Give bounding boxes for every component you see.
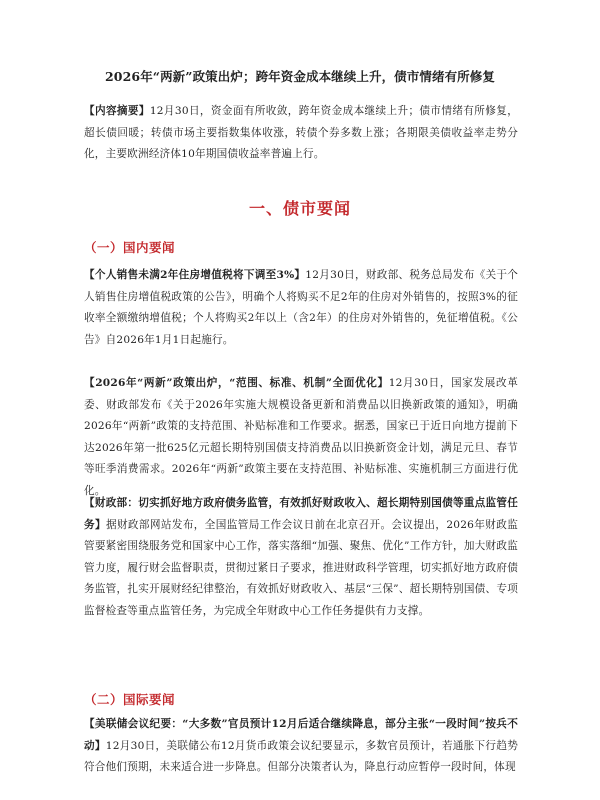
summary-lead: 【内容摘要】 bbox=[84, 105, 150, 117]
summary-text: 12月30日，资金面有所收敛，跨年资金成本继续上升；债市情绪有所修复，超长债回暖；转债市场主要指数集体收涨，转债个券多数上涨；各期限美债收益率走势分化，主要欧洲经济体10年期国债收益率普遍上行。 bbox=[84, 105, 518, 160]
news-lead: 【财政部：切实抓好地方政府债务监管，有效抓好财政收入、超长期特别国债等重点监管任务】 bbox=[84, 497, 518, 531]
news-item-housing-vat bbox=[84, 265, 518, 351]
news-item-two-new-policy bbox=[84, 373, 518, 502]
news-text: 12月30日，美联储公布12月货币政策会议纪要显示，多数官员预计，若通胀下行趋势符合他们预期，未来适合进一步降息。但部分决策者认为，降息行动应暂停一段时间，体现 bbox=[84, 739, 519, 773]
news-lead: 【2026年“两新”政策出炉，“范围、标准、机制”全面优化】 bbox=[84, 377, 389, 389]
section-heading-bond-news: 一、债市要闻 bbox=[248, 199, 351, 218]
content-summary bbox=[84, 101, 518, 166]
subsection-heading-domestic: （一）国内要闻 bbox=[84, 240, 176, 255]
news-text: 据财政部网站发布，全国监管局工作会议日前在北京召开。会议提出，2026年财政监管要紧密围绕服务党和国家中心工作，落实落细“加强、聚焦、优化”工作方针，加大财政监管力度，履行财会监督职责，贯彻过紧日子要求，推进财政科学管理，切实抓好地方政府债务监管，扎实开展财经纪律整治，有效抓好财政收入、基层“三保”、超长期特别国债、专项监督检查等重点监管任务，为完成全年财政中心工作任务提供有力支撑。 bbox=[84, 518, 518, 617]
news-lead: 【个人销售未满2年住房增值税将下调至3%】 bbox=[84, 269, 306, 281]
document-title: 2026年“两新”政策出炉；跨年资金成本继续上升，债市情绪有所修复 bbox=[105, 69, 495, 84]
news-item-mof-supervision bbox=[84, 493, 518, 622]
news-text: 12月30日，财政部、税务总局发布《关于个人销售住房增值税政策的公告》，明确个人将购买不足2年的住房对外销售的，按照3%的征收率全额缴纳增值税；个人将购买2年以上（含2年）的住房对外销售的，免征增值税。《公告》自2026年1月1日起施行。 bbox=[84, 269, 518, 346]
news-item-fed-minutes bbox=[84, 714, 518, 779]
news-text: 12月30日，国家发展改革委、财政部发布《关于2026年实施大规模设备更新和消费品以旧换新政策的通知》，明确2026年“两新”政策的支持范围、补贴标准和工作要求。据悉，国家已于近日向地方提前下达2026年第一批625亿元超长期特别国债支持消费品以旧换新资金计划，满足元旦、春节等旺季消费需求。2026年“两新”政策主要在支持范围、补贴标准、实施机制三方面进行优化。 bbox=[84, 377, 519, 497]
subsection-heading-international: （二）国际要闻 bbox=[84, 692, 176, 707]
news-lead: 【美联储会议纪要：“大多数”官员预计12月后适合继续降息，部分主张“一段时间”按兵不动】 bbox=[84, 718, 518, 752]
